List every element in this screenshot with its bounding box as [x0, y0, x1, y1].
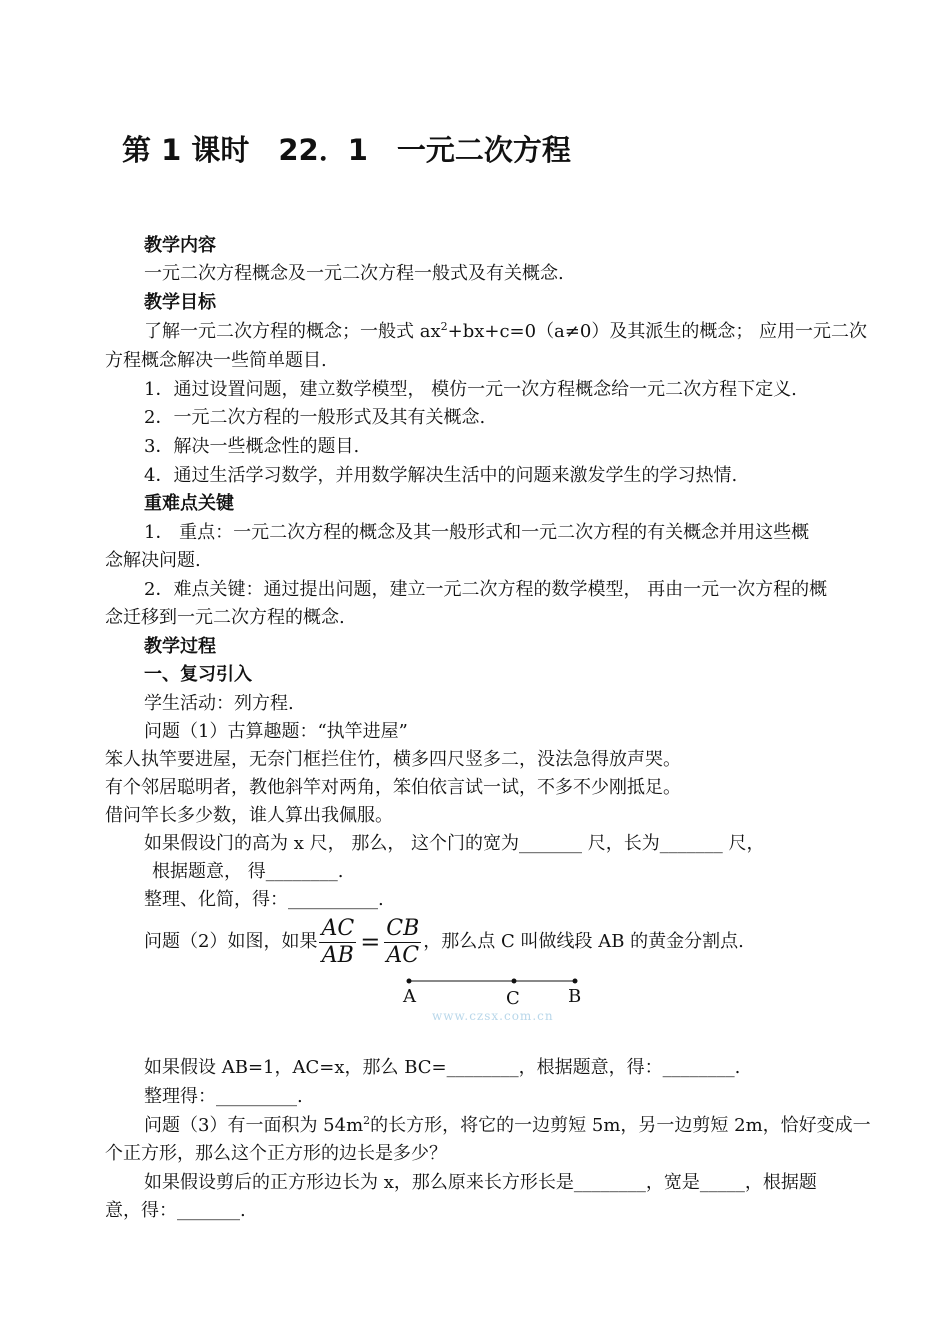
point-a	[407, 979, 412, 984]
problem-2-question: 如果假设 AB=1，AC=x，那么 BC=________，根据题意，得：________.	[144, 1057, 741, 1078]
fraction-cb-ac: $\frac{CB}{AC}$	[386, 915, 420, 968]
student-activity: 学生活动：列方程.	[144, 693, 294, 714]
goal-item-4: 4．通过生活学习数学，并用数学解决生活中的问题来激发学生的学习热情.	[144, 465, 738, 486]
poem-line-1: 笨人执竿要进屋，无奈门框拦住竹，横多四尺竖多二，没法急得放声哭。	[105, 749, 681, 770]
goal-item-1: 1．通过设置问题，建立数学模型， 模仿一元一次方程概念给一元二次方程下定义.	[144, 379, 797, 400]
problem-3-question: 如果假设剪后的正方形边长为 x，那么原来长方形长是________，宽是_____，根据题	[144, 1172, 817, 1193]
problem-2-statement: 问题（2）如图，如果 $\frac{AC}{AB}$ = $\frac{CB}{AC}$ ，那么点 C 叫做线段 AB 的黄金分割点.	[144, 915, 744, 968]
problem-3-statement-cont: 个正方形，那么这个正方形的边长是多少？	[105, 1143, 447, 1164]
subsection-review: 一、复习引入	[144, 664, 252, 685]
problem-1-title: 问题（1）古算趣题：“执竿进屋”	[144, 721, 408, 742]
segment-ab-diagram	[400, 975, 590, 989]
goal-item-2: 2．一元二次方程的一般形式及其有关概念.	[144, 407, 486, 428]
key-point-2-cont: 念迁移到一元二次方程的概念.	[105, 607, 345, 628]
poem-line-3: 借问竿长多少数，谁人算出我佩服。	[105, 805, 393, 826]
key-point-1-cont: 念解决问题.	[105, 550, 201, 571]
problem-1-question: 如果假设门的高为 x 尺， 那么， 这个门的宽为_______ 尺，长为_______ 尺，	[144, 833, 765, 854]
label-c: C	[506, 988, 520, 1009]
goal-item-3: 3．解决一些概念性的题目.	[144, 436, 360, 457]
page-title: 第 1 课时 22．1 一元二次方程	[122, 133, 571, 167]
label-b: B	[568, 986, 582, 1007]
key-point-2: 2．难点关键：通过提出问题，建立一元二次方程的数学模型， 再由一元一次方程的概	[144, 579, 828, 600]
point-b	[573, 979, 578, 984]
section-heading-content: 教学内容	[144, 235, 216, 256]
section-heading-goals: 教学目标	[144, 292, 216, 313]
problem-1-equation: 根据题意， 得________.	[152, 861, 344, 882]
label-a: A	[403, 986, 416, 1007]
goal-intro: 了解一元二次方程的概念；一般式 $ax^2+bx+c=0(a\ne 0)$及其派生的概念； 应用一元二次	[144, 320, 868, 342]
goal-intro-cont: 方程概念解决一些简单题目.	[105, 350, 327, 371]
point-c	[512, 979, 517, 984]
problem-3-equation: 意，得：_______.	[105, 1200, 246, 1221]
poem-line-2: 有个邻居聪明者，教他斜竿对两角，笨伯依言试一试，不多不少刚抵足。	[105, 777, 681, 798]
problem-1-simplify: 整理、化简，得：__________.	[144, 889, 384, 910]
key-point-1: 1． 重点：一元二次方程的概念及其一般形式和一元二次方程的有关概念并用这些概	[144, 522, 810, 543]
problem-2-simplify: 整理得：_________.	[144, 1086, 303, 1107]
problem-3-statement: 问题（3）有一面积为 $54m^2$的长方形，将它的一边剪短 5m，另一边剪短 2m，恰好变成一	[144, 1114, 871, 1136]
fraction-ac-ab: $\frac{AC}{AB}$	[321, 915, 355, 968]
section-heading-key: 重难点关键	[144, 493, 234, 514]
watermark-text: www.czsx.com.cn	[432, 1009, 554, 1023]
content-text: 一元二次方程概念及一元二次方程一般式及有关概念.	[144, 263, 564, 284]
section-heading-process: 教学过程	[144, 636, 216, 657]
